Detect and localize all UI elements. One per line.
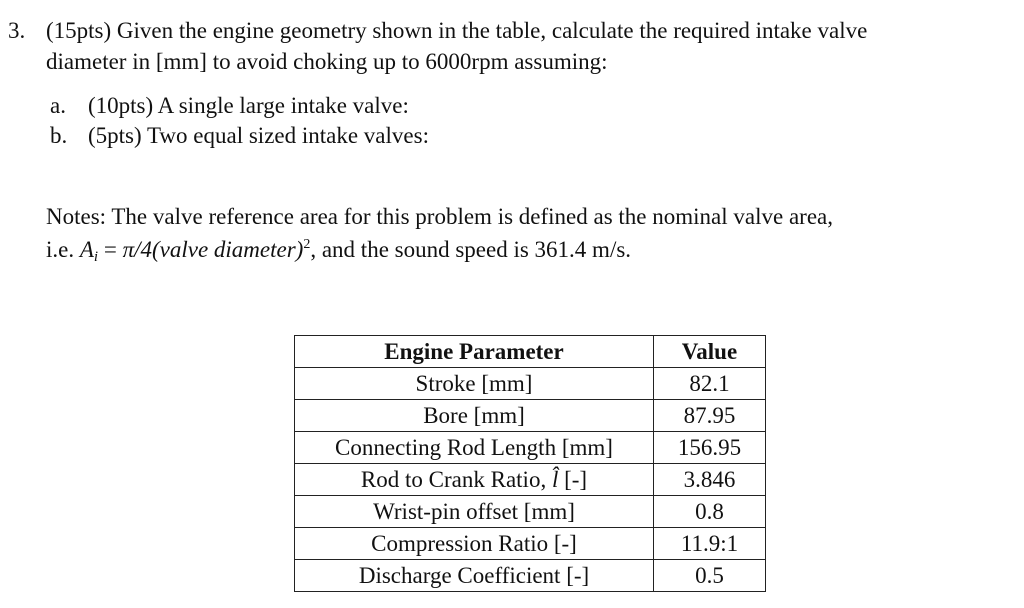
value-cell: 87.95 [654, 400, 766, 432]
notes-line-2 [46, 236, 631, 264]
rod-crank-symbol: l̂ [551, 466, 559, 492]
parameter-cell: Discharge Coefficient [-] [295, 560, 654, 592]
part-a-text: (10pts) A single large intake valve: [88, 93, 409, 118]
value-cell: 3.846 [654, 464, 766, 496]
engine-parameter-table [294, 335, 766, 592]
parameter-cell [295, 464, 654, 496]
table-row [295, 528, 766, 560]
parameter-cell: Wrist-pin offset [mm] [295, 496, 654, 528]
equals-sign: = [98, 237, 123, 262]
question-text-line-1: (15pts) Given the engine geometry shown in the table, calculate the required intake valve [46, 18, 868, 43]
parameter-label: Rod to Crank Ratio, [360, 466, 552, 492]
table-row [295, 560, 766, 592]
table-row [295, 368, 766, 400]
part-b-text: (5pts) Two equal sized intake valves: [88, 123, 429, 148]
parameter-cell: Connecting Rod Length [mm] [295, 432, 654, 464]
table-header-row [295, 336, 766, 368]
area-subscript: i [93, 249, 99, 265]
table-row [295, 496, 766, 528]
table-row [295, 464, 766, 496]
parameter-cell: Stroke [mm] [295, 368, 654, 400]
part-a-marker: a. [50, 93, 66, 118]
table-row [295, 400, 766, 432]
question-text-line-2: diameter in [mm] to avoid choking up to 6000rpm assuming: [46, 49, 608, 74]
value-cell: 82.1 [654, 368, 766, 400]
area-formula: π/4(valve diameter) [122, 237, 304, 262]
value-cell: 156.95 [654, 432, 766, 464]
formula-exponent: 2 [303, 237, 311, 252]
value-cell: 0.5 [654, 560, 766, 592]
value-cell: 0.8 [654, 496, 766, 528]
area-symbol: A [79, 237, 94, 262]
parameter-cell: Compression Ratio [-] [295, 528, 654, 560]
question-number: 3. [8, 18, 26, 43]
notes-suffix: , and the sound speed is 361.4 m/s. [310, 237, 632, 262]
header-value: Value [654, 336, 766, 368]
notes-line-1: Notes: The valve reference area for this problem is defined as the nominal valve area, [46, 204, 833, 229]
part-b-marker: b. [50, 123, 68, 148]
parameter-unit: [-] [558, 466, 588, 492]
notes-prefix: i.e. [46, 237, 80, 262]
table-row [295, 432, 766, 464]
parameter-cell: Bore [mm] [295, 400, 654, 432]
header-parameter: Engine Parameter [295, 336, 654, 368]
value-cell: 11.9:1 [654, 528, 766, 560]
